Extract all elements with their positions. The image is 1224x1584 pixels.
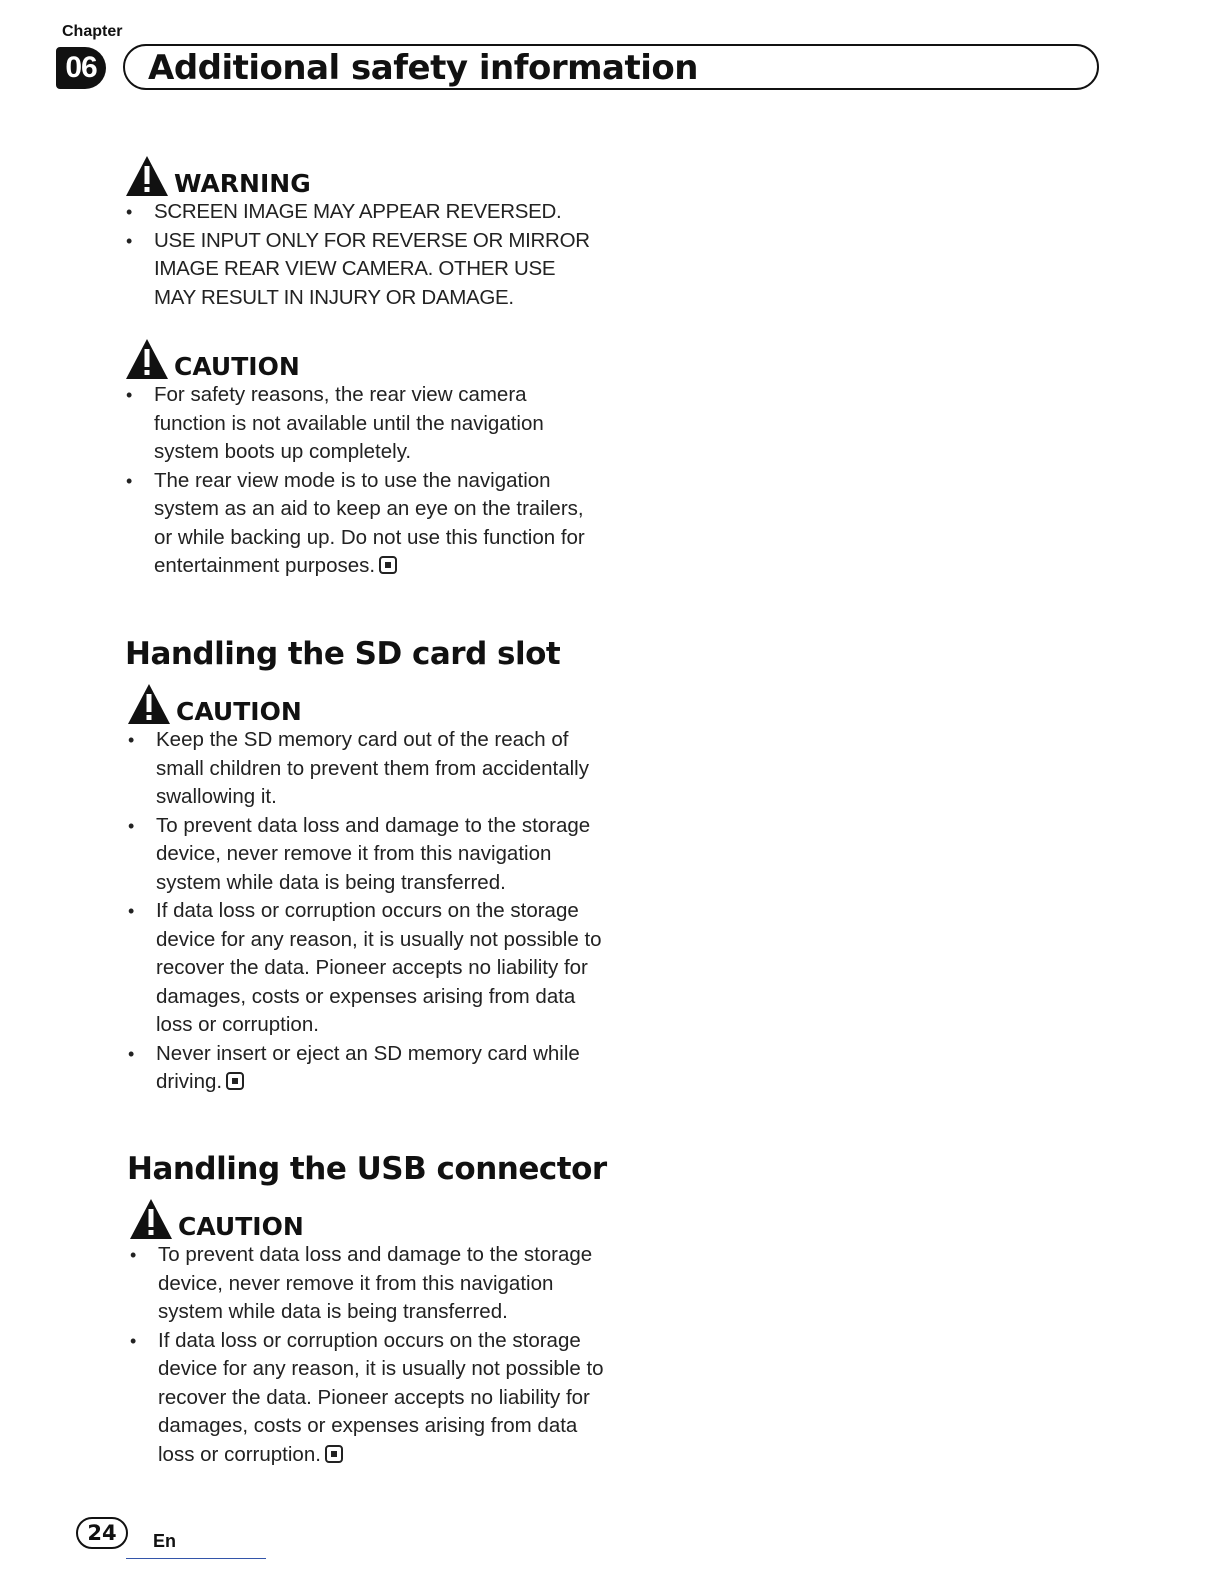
end-of-section-icon [379,556,397,574]
sd-caution-block [126,678,606,1097]
end-of-section-icon [325,1445,343,1463]
sd-caution-list [126,726,606,1097]
warning-triangle-icon [124,337,170,381]
list-item: • To prevent data loss and damage to the storage device, never remove it from this navigation system while data is being transferred. [128,1241,608,1327]
list-item [128,1327,608,1470]
list-item: • If data loss or corruption occurs on the storage device for any reason, it is usually not possible to recover the data. Pioneer accepts no liability for damages, costs or expenses arising from data loss or corruption. [126,897,606,1040]
caution-list [124,381,604,581]
usb-caution-block [128,1193,608,1469]
chapter-title: Additional safety information [148,48,698,88]
caution-block [124,333,604,581]
warning-list [124,198,604,312]
list-item: • For safety reasons, the rear view camera function is not available until the navigation system boots up completely. [124,381,604,467]
caution-header [128,1193,608,1241]
warning-block [124,150,604,312]
section-heading-sd: Handling the SD card slot [125,636,561,672]
list-item: • SCREEN IMAGE MAY APPEAR REVERSED. [124,198,604,227]
section-heading-usb: Handling the USB connector [127,1151,607,1187]
warning-triangle-icon [126,682,172,726]
list-item-text: If data loss or corruption occurs on the storage device for any reason, it is usually not possible to recover the data. Pioneer accepts no liability for damages, costs or expenses arising from data loss or corruption. [158,1328,604,1466]
warning-triangle-icon [128,1197,174,1241]
caution-label: CAUTION [178,1212,304,1241]
language-code: En [153,1531,177,1551]
warning-label: WARNING [174,169,311,198]
usb-caution-list [128,1241,608,1469]
chapter-number-badge: 06 [56,47,106,89]
list-item [124,467,604,581]
caution-label: CAUTION [174,352,300,381]
caution-header [126,678,606,726]
list-item: • To prevent data loss and damage to the storage device, never remove it from this navigation system while data is being transferred. [126,812,606,898]
warning-triangle-icon [124,154,170,198]
chapter-label: Chapter [62,23,123,40]
list-item [126,1040,606,1097]
list-item: • USE INPUT ONLY FOR REVERSE OR MIRROR IMAGE REAR VIEW CAMERA. OTHER USE MAY RESULT IN INJURY OR DAMAGE. [124,227,604,313]
list-item-text: The rear view mode is to use the navigation system as an aid to keep an eye on the trailers, or while backing up. Do not use this function for entertainment purposes. [154,468,585,577]
list-item: • Keep the SD memory card out of the reach of small children to prevent them from accidentally swallowing it. [126,726,606,812]
list-item-text: Never insert or eject an SD memory card while driving. [156,1041,580,1093]
page-number: 24 [76,1517,128,1549]
caution-header [124,333,604,381]
caution-label: CAUTION [176,697,302,726]
warning-header [124,150,604,198]
footer-divider [126,1558,266,1559]
end-of-section-icon [226,1072,244,1090]
